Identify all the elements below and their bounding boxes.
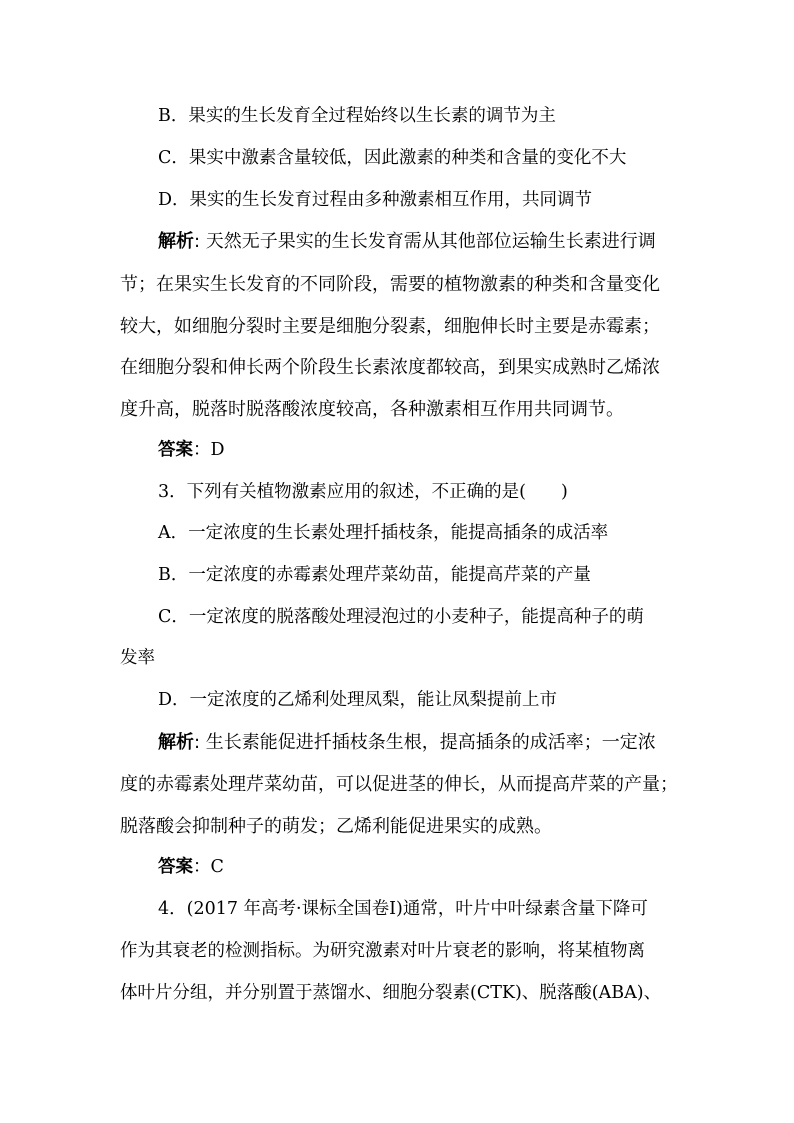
q3-option-c-line-2: 发率 bbox=[120, 648, 155, 668]
q3-option-c-line-1: C．一定浓度的脱落酸处理浸泡过的小麦种子，能提高种子的萌 bbox=[158, 607, 644, 627]
q4-stem-line-3: 体叶片分组，并分别置于蒸馏水、细胞分裂素(CTK)、脱落酸(ABA)、 bbox=[120, 983, 662, 1003]
q3-answer-value: ：C bbox=[193, 857, 224, 877]
q3-analysis-label: 解析 bbox=[158, 732, 194, 753]
q4-stem-line-2: 作为其衰老的检测指标。为研究激素对叶片衰老的影响，将某植物离 bbox=[120, 941, 645, 961]
q2-answer-value: ：D bbox=[193, 440, 225, 460]
q3-analysis-text: : 生长素能促进扦插枝条生根，提高插条的成活率；一定浓 bbox=[194, 732, 656, 753]
q2-analysis-line-2: 节；在果实生长发育的不同阶段，需要的植物激素的种类和含量变化 bbox=[120, 274, 660, 295]
q2-option-b: B．果实的生长发育全过程始终以生长素的调节为主 bbox=[158, 106, 556, 126]
q3-option-d: D．一定浓度的乙烯利处理凤梨，能让凤梨提前上市 bbox=[158, 690, 558, 710]
q2-option-d: D．果实的生长发育过程由多种激素相互作用，共同调节 bbox=[158, 190, 593, 210]
q3-stem: 3．下列有关植物激素应用的叙述，不正确的是( ) bbox=[158, 482, 568, 502]
q4-stem-line-1: 4．(2017 年高考·课标全国卷Ⅰ)通常，叶片中叶绿素含量下降可 bbox=[158, 899, 648, 919]
q2-answer bbox=[158, 442, 225, 460]
q2-analysis-label: 解析 bbox=[158, 231, 194, 252]
q3-analysis-line-1 bbox=[158, 734, 656, 752]
q3-answer-label: 答案 bbox=[158, 857, 193, 877]
q2-answer-label: 答案 bbox=[158, 440, 193, 460]
q2-analysis-line-4: 在细胞分裂和伸长两个阶段生长素浓度都较高，到果实成熟时乙烯浓 bbox=[120, 357, 660, 378]
q3-answer bbox=[158, 859, 224, 877]
q2-analysis-line-3: 较大，如细胞分裂时主要是细胞分裂素，细胞伸长时主要是赤霉素； bbox=[120, 316, 660, 337]
q3-option-b: B．一定浓度的赤霉素处理芹菜幼苗，能提高芹菜的产量 bbox=[158, 565, 591, 585]
q2-analysis-text: : 天然无子果实的生长发育需从其他部位运输生长素进行调 bbox=[194, 231, 656, 252]
q3-analysis-line-2: 度的赤霉素处理芹菜幼苗，可以促进茎的伸长，从而提高芹菜的产量； bbox=[120, 774, 678, 795]
q2-analysis-line-5: 度升高，脱落时脱落酸浓度较高，各种激素相互作用共同调节。 bbox=[120, 399, 624, 420]
q2-option-c: C．果实中激素含量较低，因此激素的种类和含量的变化不大 bbox=[158, 148, 627, 168]
q3-option-a: A．一定浓度的生长素处理扦插枝条，能提高插条的成活率 bbox=[158, 523, 609, 543]
q2-analysis-line-1 bbox=[158, 233, 656, 251]
q3-analysis-line-3: 脱落酸会抑制种子的萌发；乙烯利能促进果实的成熟。 bbox=[120, 816, 552, 837]
